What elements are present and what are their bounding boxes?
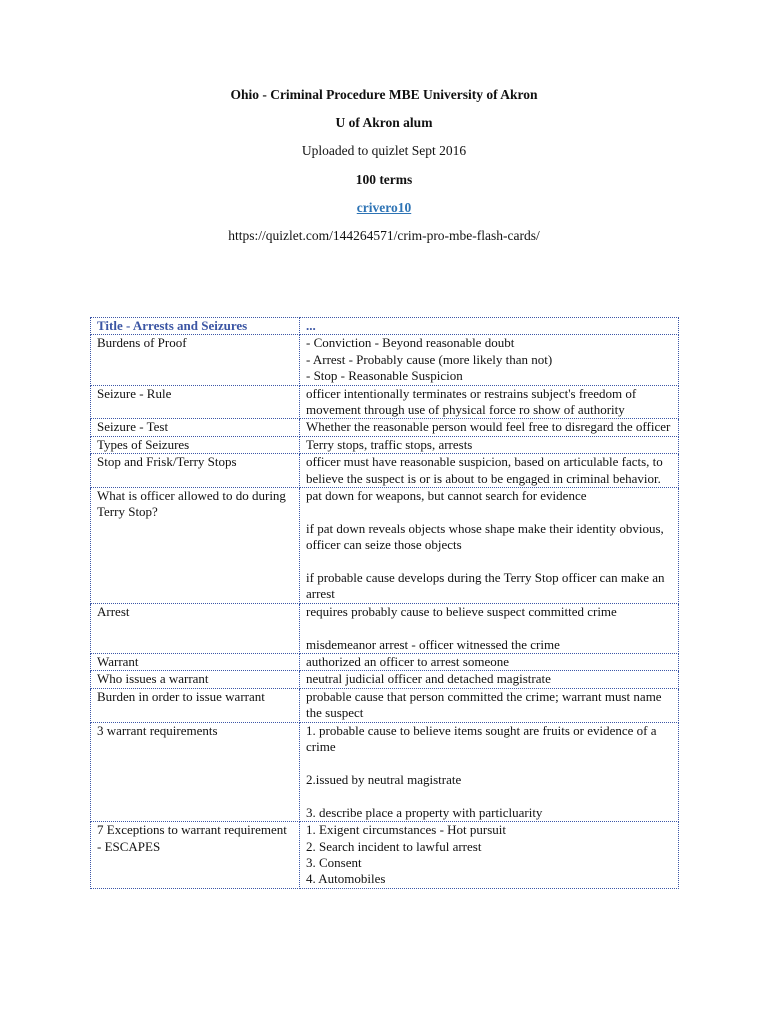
definition-cell (300, 385, 679, 419)
definition-line (306, 504, 672, 520)
term-cell: Who issues a warrant (91, 671, 300, 688)
term-cell: Seizure - Rule (91, 385, 300, 419)
table-body (91, 335, 679, 888)
definition-line (306, 756, 672, 772)
table-row (91, 335, 679, 385)
table-row (91, 385, 679, 419)
document-header (0, 88, 768, 257)
definition-cell (300, 822, 679, 889)
term-cell: Stop and Frisk/Terry Stops (91, 454, 300, 488)
definition-line: 1. Exigent circumstances - Hot pursuit (306, 822, 507, 838)
term-cell: Types of Seizures (91, 436, 300, 453)
definition-line (306, 788, 672, 804)
definition-line: pat down for weapons, but cannot search for evidence (306, 488, 587, 504)
table-row (91, 436, 679, 453)
definition-line: - Conviction - Beyond reasonable doubt (306, 335, 515, 351)
definition-line: 4. Automobiles (306, 871, 386, 887)
table-row (91, 454, 679, 488)
definition-cell (300, 488, 679, 604)
definition-line: - Arrest - Probably cause (more likely than not) (306, 351, 553, 367)
definition-line: officer must have reasonable suspicion, based on articulable facts, to believe the suspect is or is about to be engaged in criminal behavior. (306, 454, 667, 486)
document-subtitle: U of Akron alum (335, 115, 433, 131)
term-cell: Warrant (91, 654, 300, 671)
username-link[interactable]: crivero10 (356, 199, 412, 215)
source-url[interactable]: https://quizlet.com/144264571/crim-pro-mbe-flash-cards/ (228, 227, 540, 243)
definition-line: neutral judicial officer and detached magistrate (306, 671, 551, 687)
term-cell: Seizure - Test (91, 419, 300, 436)
document-title: Ohio - Criminal Procedure MBE University of Akron (230, 87, 538, 102)
definition-cell (300, 335, 679, 385)
definition-line: Terry stops, traffic stops, arrests (306, 436, 473, 452)
term-cell: 7 Exceptions to warrant requirement - ESCAPES (91, 822, 300, 889)
definition-line: if pat down reveals objects whose shape make their identity obvious, officer can seize those objects (306, 520, 668, 553)
definition-line: 1. probable cause to believe items sought are fruits or evidence of a crime (306, 722, 660, 755)
definition-line: - Stop - Reasonable Suspicion (306, 368, 463, 384)
term-cell: Burden in order to issue warrant (91, 688, 300, 722)
definition-line: Whether the reasonable person would feel free to disregard the officer (306, 419, 671, 435)
table-row (91, 688, 679, 722)
flashcard-table (90, 317, 679, 889)
table-row (91, 822, 679, 889)
column-header-term: Title - Arrests and Seizures (91, 318, 300, 335)
table-row (91, 671, 679, 688)
definition-line: 2.issued by neutral magistrate (306, 771, 462, 787)
term-cell: Arrest (91, 603, 300, 653)
definition-line (306, 554, 672, 570)
definition-line: requires probably cause to believe suspect committed crime (306, 603, 617, 619)
term-count: 100 terms (355, 171, 413, 187)
definition-line: misdemeanor arrest - officer witnessed the crime (306, 636, 560, 652)
definition-cell (300, 603, 679, 653)
definition-line: 3. describe place a property with particluarity (306, 804, 543, 820)
term-cell: 3 warrant requirements (91, 722, 300, 821)
definition-line: probable cause that person committed the crime; warrant must name the suspect (306, 688, 665, 721)
upload-date: Uploaded to quizlet Sept 2016 (301, 143, 467, 159)
definition-line: authorized an officer to arrest someone (306, 654, 509, 670)
definition-line: officer intentionally terminates or restrains subject's freedom of movement through use of physical force ro show of authority (306, 385, 640, 418)
table-row (91, 488, 679, 604)
definition-line: if probable cause develops during the Terry Stop officer can make an arrest (306, 570, 668, 602)
term-cell: Burdens of Proof (91, 335, 300, 385)
definition-cell (300, 454, 679, 488)
column-header-definition: ... (300, 318, 679, 335)
definition-cell (300, 688, 679, 722)
definition-cell (300, 419, 679, 436)
table-row (91, 603, 679, 653)
definition-cell (300, 436, 679, 453)
definition-line (306, 620, 672, 636)
definition-line: 2. Search incident to lawful arrest (306, 838, 482, 854)
table-row (91, 722, 679, 821)
term-cell: What is officer allowed to do during Terry Stop? (91, 488, 300, 604)
definition-cell (300, 671, 679, 688)
definition-cell (300, 654, 679, 671)
definition-line: 3. Consent (306, 854, 362, 870)
table-row (91, 419, 679, 436)
table-row (91, 654, 679, 671)
definition-cell (300, 722, 679, 821)
table-header-row (91, 318, 679, 335)
